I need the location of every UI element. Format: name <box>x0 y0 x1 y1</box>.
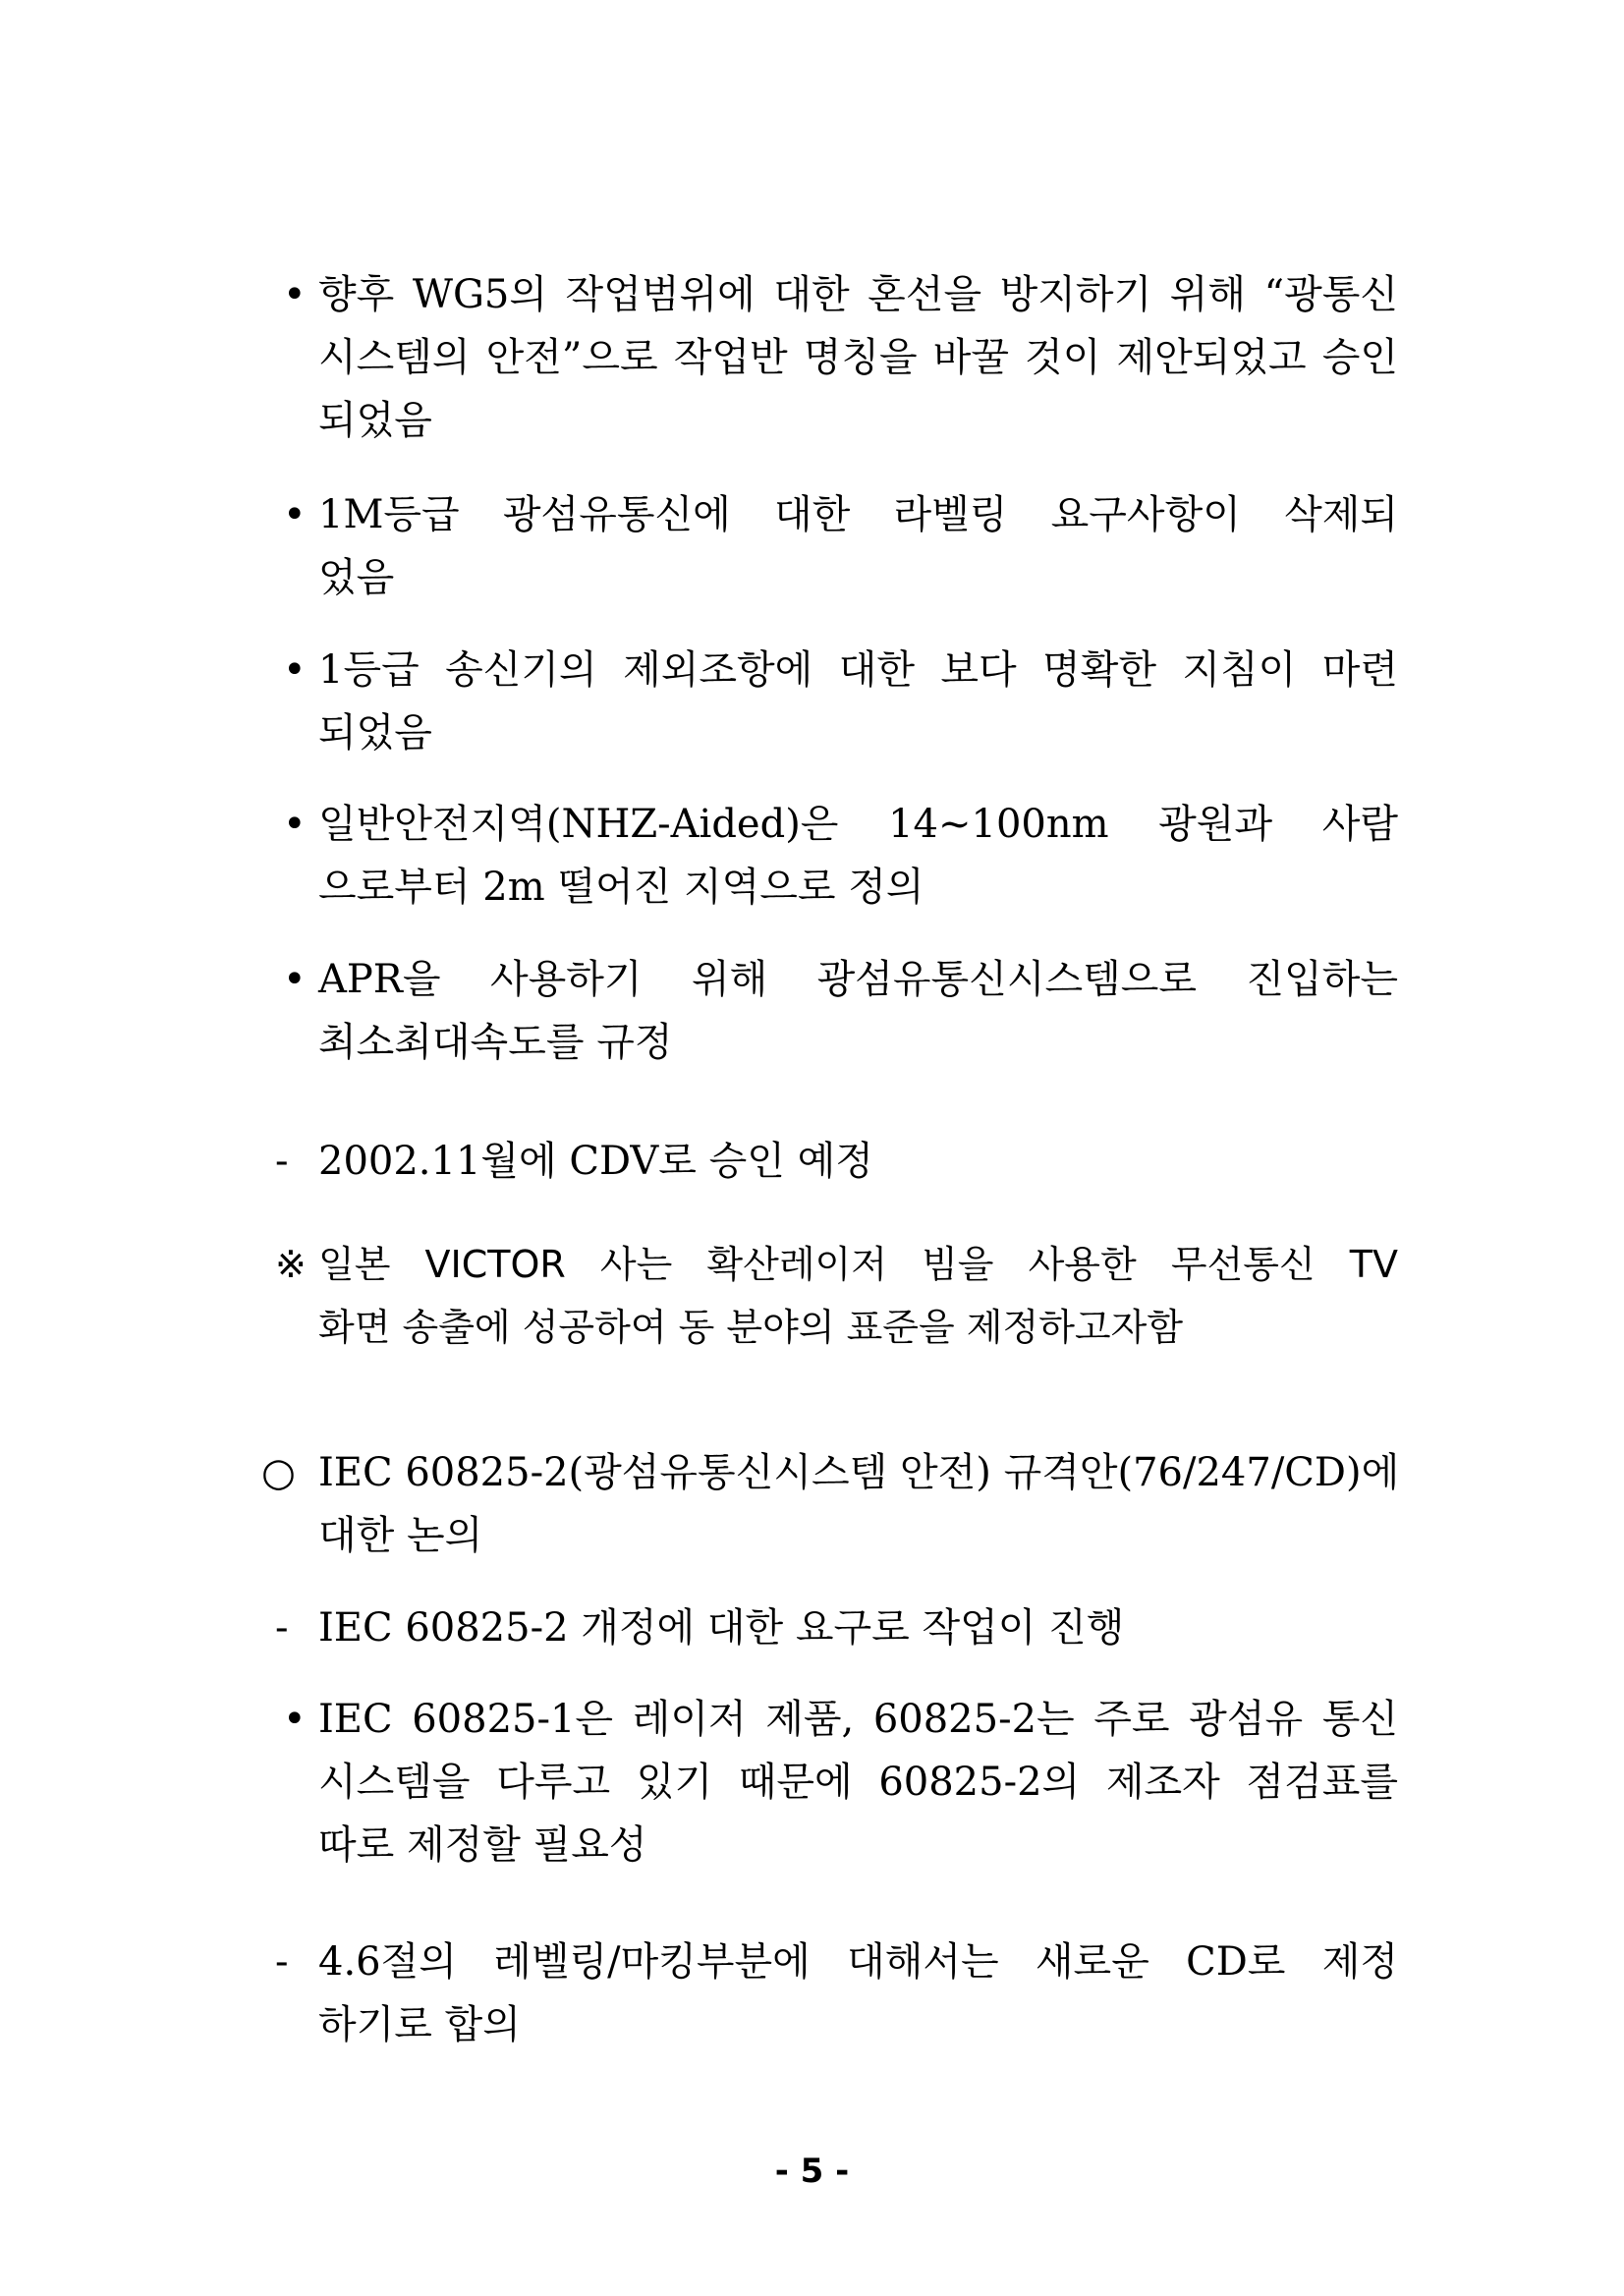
text-line: 1등급 송신기의 제외조항에 대한 보다 명확한 지침이 마련 <box>318 647 1398 693</box>
text-line: 대한 논의 <box>318 1513 483 1558</box>
text-line: 시스템의 안전”으로 작업반 명칭을 바꿀 것이 제안되었고 승인 <box>318 335 1398 380</box>
dash-item-cdv-approval <box>275 1130 1398 1193</box>
text-line: 일반안전지역(NHZ-Aided)은 14~100nm 광원과 사람 <box>318 802 1398 847</box>
circle-marker: ○ <box>261 1450 296 1495</box>
text-line: 일본 VICTOR 사는 확산레이저 빔을 사용한 무선통신 TV <box>318 1243 1398 1286</box>
dash-item-revision-request <box>275 1596 1398 1659</box>
text-line: 1M등급 광섬유통신에 대한 라벨링 요구사항이 삭제되 <box>318 492 1398 537</box>
text-line: 으로부터 2m 떨어진 지역으로 정의 <box>318 865 924 910</box>
text-line: 4.6절의 레벨링/마킹부분에 대해서는 새로운 CD로 제정 <box>318 1939 1398 1985</box>
bullet-item-wg5-rename <box>283 263 1398 452</box>
bullet-marker: • <box>283 647 307 693</box>
bullet-item-apr-speed <box>283 948 1398 1074</box>
dash-marker: - <box>275 1605 289 1651</box>
text-line: 되었음 <box>318 398 432 443</box>
text-line: 하기로 합의 <box>318 2002 521 2047</box>
text-line: IEC 60825-2 개정에 대한 요구로 작업이 진행 <box>318 1605 1125 1651</box>
text-line: 최소최대속도를 규정 <box>318 1020 673 1065</box>
text-line: IEC 60825-1은 레이저 제품, 60825-2는 주로 광섬유 통신 <box>318 1697 1398 1742</box>
text-line: 2002.11월에 CDV로 승인 예정 <box>318 1139 873 1184</box>
bullet-marker: • <box>283 957 307 1002</box>
text-line: 화면 송출에 성공하여 동 분야의 표준을 제정하고자함 <box>318 1306 1184 1349</box>
dash-item-labeling-cd <box>275 1931 1398 2056</box>
text-line: IEC 60825-2(광섬유통신시스템 안전) 규격안(76/247/CD)에 <box>318 1450 1400 1495</box>
text-line: 향후 WG5의 작업범위에 대한 혼선을 방지하기 위해 “광통신 <box>318 272 1398 317</box>
bullet-item-nhz-aided <box>283 793 1398 919</box>
note-item-victor <box>275 1233 1398 1359</box>
text-line: 따로 제정할 필요성 <box>318 1822 647 1868</box>
text-line: 되었음 <box>318 710 432 756</box>
bullet-marker: • <box>283 1697 307 1742</box>
text-line: APR을 사용하기 위해 광섬유통신시스템으로 진입하는 <box>318 957 1398 1002</box>
text-line: 었음 <box>318 555 395 600</box>
dash-marker: - <box>275 1939 289 1985</box>
circle-item-iec-60825-2 <box>261 1441 1398 1567</box>
note-marker: ※ <box>275 1243 307 1286</box>
bullet-item-class1-transmitter <box>283 639 1398 764</box>
bullet-item-1m-labeling <box>283 483 1398 609</box>
bullet-item-checklist <box>283 1688 1398 1876</box>
bullet-marker: • <box>283 272 307 317</box>
bullet-marker: • <box>283 802 307 847</box>
text-line: 시스템을 다루고 있기 때문에 60825-2의 제조자 점검표를 <box>318 1760 1398 1805</box>
dash-marker: - <box>275 1139 289 1184</box>
bullet-marker: • <box>283 492 307 537</box>
page-number: - 5 - <box>774 2152 850 2191</box>
